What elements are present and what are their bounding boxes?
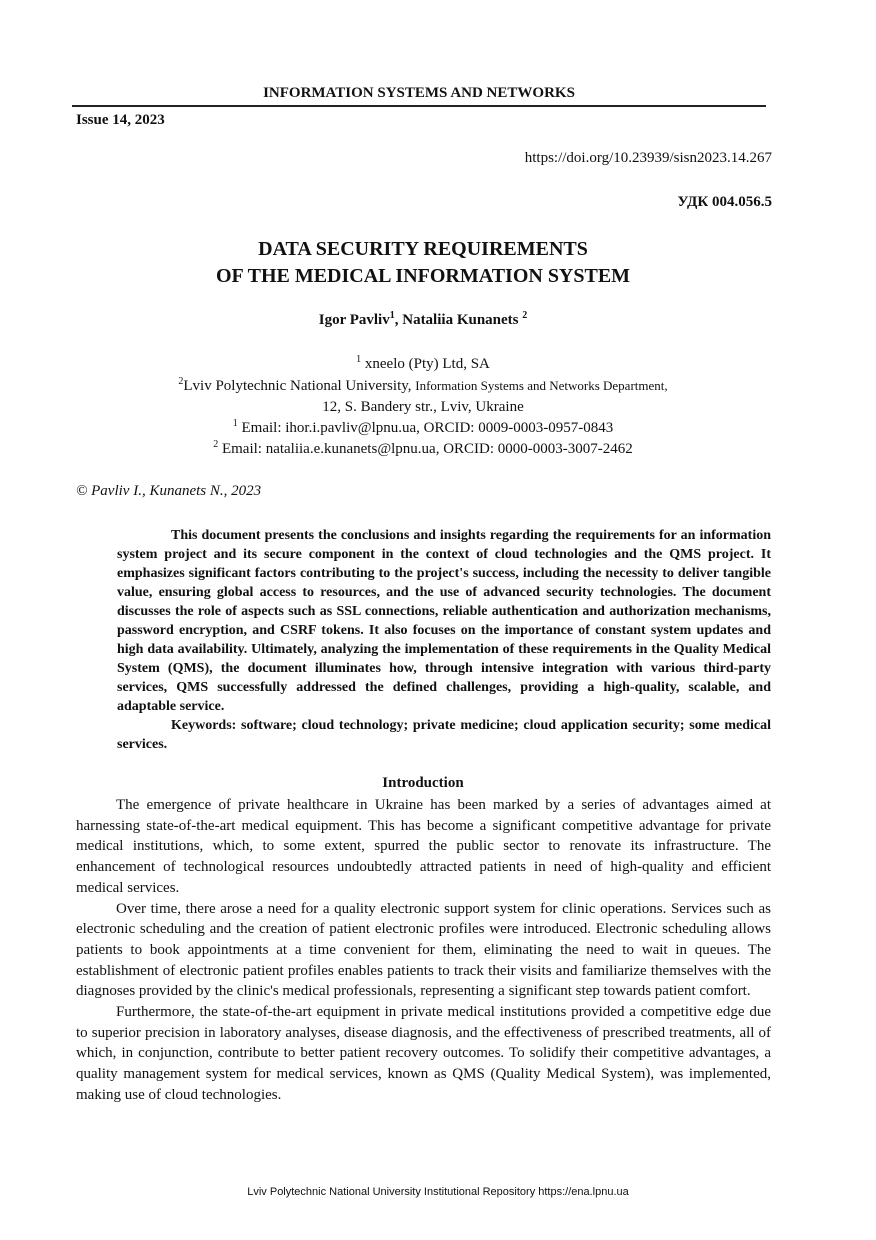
affiliation-address: 12, S. Bandery str., Lviv, Ukraine bbox=[322, 399, 524, 415]
header-rule bbox=[72, 105, 766, 107]
aff2-sup: 2 bbox=[178, 376, 184, 387]
udk-code: УДК 004.056.5 bbox=[677, 194, 772, 210]
keywords: Keywords: software; cloud technology; private medicine; cloud application security; some medical services. bbox=[117, 718, 771, 752]
email1-sup: 1 bbox=[232, 418, 238, 429]
aff2-university: Lviv Polytechnic National University, bbox=[183, 378, 416, 394]
repository-footer: Lviv Polytechnic National University Institutional Repository https://ena.lpnu.ua bbox=[247, 1186, 629, 1198]
journal-name: INFORMATION SYSTEMS AND NETWORKS bbox=[263, 85, 575, 101]
introduction-body bbox=[76, 795, 771, 1106]
email2-sup: 2 bbox=[213, 439, 219, 450]
aff1-text: xneelo (Pty) Ltd, SA bbox=[361, 356, 490, 372]
author-2: Nataliia Kunanets bbox=[402, 312, 523, 328]
author-2-sup: 2 bbox=[522, 310, 528, 321]
author-separator: , bbox=[394, 312, 403, 328]
affiliation-1 bbox=[0, 354, 846, 375]
paragraph: Over time, there arose a need for a quality electronic support system for clinic operations. Services such as electronic scheduling and the creation of patient electronic profiles were introduced. Electronic scheduling allows patients to book appointments at a time convenient for them, eliminating the need to wait in queues. The establishment of electronic patient profiles enables patients to track their visits and familiarize themselves with the diagnoses provided by the clinic's medical professionals, representing a significant step towards patient comfort. bbox=[76, 900, 771, 1000]
email1-text[interactable]: Email: ihor.i.pavliv@lpnu.ua, ORCID: 0009-0003-0957-0843 bbox=[237, 420, 614, 436]
paragraph: The emergence of private healthcare in Ukraine has been marked by a series of advantages aimed at harnessing state-of-the-art medical equipment. This has become a significant competitive advantage for private medical institutions, which, to some extent, spurred the public sector to renovate its infrastructure. The enhancement of technological resources undoubtedly attracted patients in need of high-quality and efficient medical services. bbox=[76, 797, 771, 896]
abstract-text: This document presents the conclusions and insights regarding the requirements for an information system project and its secure component in the context of cloud technologies and the QMS project. It emphasizes significant factors contributing to the project's success, including the necessity to deliver tangible value, ensuring global access to resources, and the use of advanced security technologies. The document discusses the role of aspects such as SSL connections, reliable authentication and authorization mechanisms, password encryption, and CSRF tokens. It also focuses on the importance of constant system updates and high data availability. Ultimately, analyzing the implementation of these requirements in the Quality Medical System (QMS), the document illuminates how, through intensive integration with various third-party services, QMS successfully addressed the defined challenges, providing a high-quality, scalable, and adaptable service. bbox=[117, 528, 771, 714]
copyright: © Pavliv I., Kunanets N., 2023 bbox=[76, 483, 262, 499]
author-1-sup: 1 bbox=[389, 310, 395, 321]
paragraph: Furthermore, the state-of-the-art equipment in private medical institutions provided a competitive edge due to superior precision in laboratory analyses, disease diagnosis, and the effectiveness of prescribed treatments, all of which, in conjunction, contribute to better patient recovery outcomes. To solidify their competitive advantages, a quality management system for medical services, known as QMS (Quality Medical System), was implemented, making use of cloud technologies. bbox=[76, 1004, 771, 1103]
email-1 bbox=[0, 418, 846, 439]
affiliation-2 bbox=[0, 375, 846, 397]
paper-title bbox=[0, 236, 846, 290]
authors bbox=[0, 312, 846, 329]
section-heading-introduction: Introduction bbox=[382, 775, 464, 791]
doi-link[interactable]: https://doi.org/10.23939/sisn2023.14.267 bbox=[524, 150, 772, 166]
title-line-1: DATA SECURITY REQUIREMENTS bbox=[258, 238, 588, 260]
email-2 bbox=[0, 439, 846, 460]
email2-text[interactable]: Email: nataliia.e.kunanets@lpnu.ua, ORCID: 0000-0003-3007-2462 bbox=[218, 441, 633, 457]
author-1: Igor Pavliv bbox=[318, 312, 390, 328]
affiliations bbox=[0, 354, 846, 460]
issue-label: Issue 14, 2023 bbox=[76, 112, 165, 128]
title-line-2: OF THE MEDICAL INFORMATION SYSTEM bbox=[215, 265, 631, 287]
abstract bbox=[117, 526, 771, 754]
aff1-sup: 1 bbox=[356, 354, 362, 365]
aff2-department: Information Systems and Networks Department, bbox=[415, 378, 668, 393]
